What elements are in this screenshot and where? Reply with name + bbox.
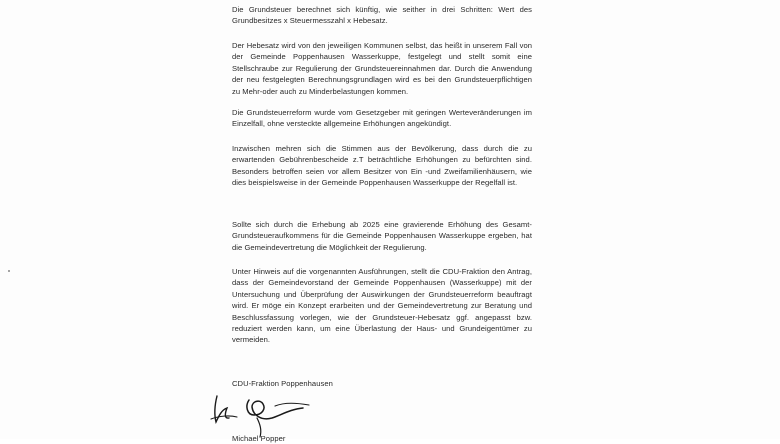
paragraph-antrag: Unter Hinweis auf die vorgenannten Ausführungen, stellt die CDU-Fraktion den Antrag, dass der Gemeindevorstand der Gemeinde Poppenhausen (Wasserkuppe) mit der Untersuchung und Überprüfung der Auswirkungen der Grundsteuerreform beauftragt wird. Er möge ein Konzept erarbeiten und der Gemeindevertretung zur Beratung und Beschlussfassung vorlegen, wie der Grundsteuer-Hebesatz ggf. angepasst bzw. reduziert werden kann, um eine Überlastung der Haus- und Grundeigentümer zu vermeiden. bbox=[232, 267, 532, 345]
paragraph-grundsteuer-berechnung: Die Grundsteuer berechnet sich künftig, wie seither in drei Schritten: Wert des Grundbesitzes x Steuermesszahl x Hebesatz. bbox=[232, 5, 532, 26]
paragraph-erhebung-2025: Sollte sich durch die Erhebung ab 2025 eine gravierende Erhöhung des Gesamt-Grundsteueraufkommens für die Gemeinde Poppenhausen Wasserkuppe ergeben, hat die Gemeindevertretung die Möglichkeit der Regulierung. bbox=[232, 220, 532, 252]
paragraph-grundsteuerreform: Die Grundsteuerreform wurde vom Gesetzgeber mit geringen Werteveränderungen im Einzelfall, ohne versteckte allgemeine Erhöhungen angekündigt. bbox=[232, 108, 532, 129]
signer-name: Michael Popper bbox=[232, 434, 286, 443]
margin-mark bbox=[8, 270, 10, 272]
paragraph-bevoelkerung: Inzwischen mehren sich die Stimmen aus der Bevölkerung, dass durch die zu erwartenden Gebührenbescheide z.T beträchtliche Erhöhungen zu befürchten sind. Besonders betroffen seien vor allem Besitzer von Ein -und Zweifamilienhäusern, wie dies beispielsweise in der Gemeinde Poppenhausen Wasserkuppe der Regelfall ist. bbox=[232, 144, 532, 188]
handwritten-signature bbox=[205, 388, 345, 439]
signoff-organization: CDU-Fraktion Poppenhausen bbox=[232, 379, 333, 388]
paragraph-hebesatz: Der Hebesatz wird von den jeweiligen Kommunen selbst, das heißt in unserem Fall von der Gemeinde Poppenhausen Wasserkuppe, festgelegt und stellt somit eine Stellschraube zur Regulierung der Grundsteuereinnahmen dar. Durch die Anwendung der neu festgelegten Berechnungsgrundlagen wird es bei den Grundsteuerpflichtigen zu Mehr-oder auch zu Minderbelastungen kommen. bbox=[232, 41, 532, 96]
